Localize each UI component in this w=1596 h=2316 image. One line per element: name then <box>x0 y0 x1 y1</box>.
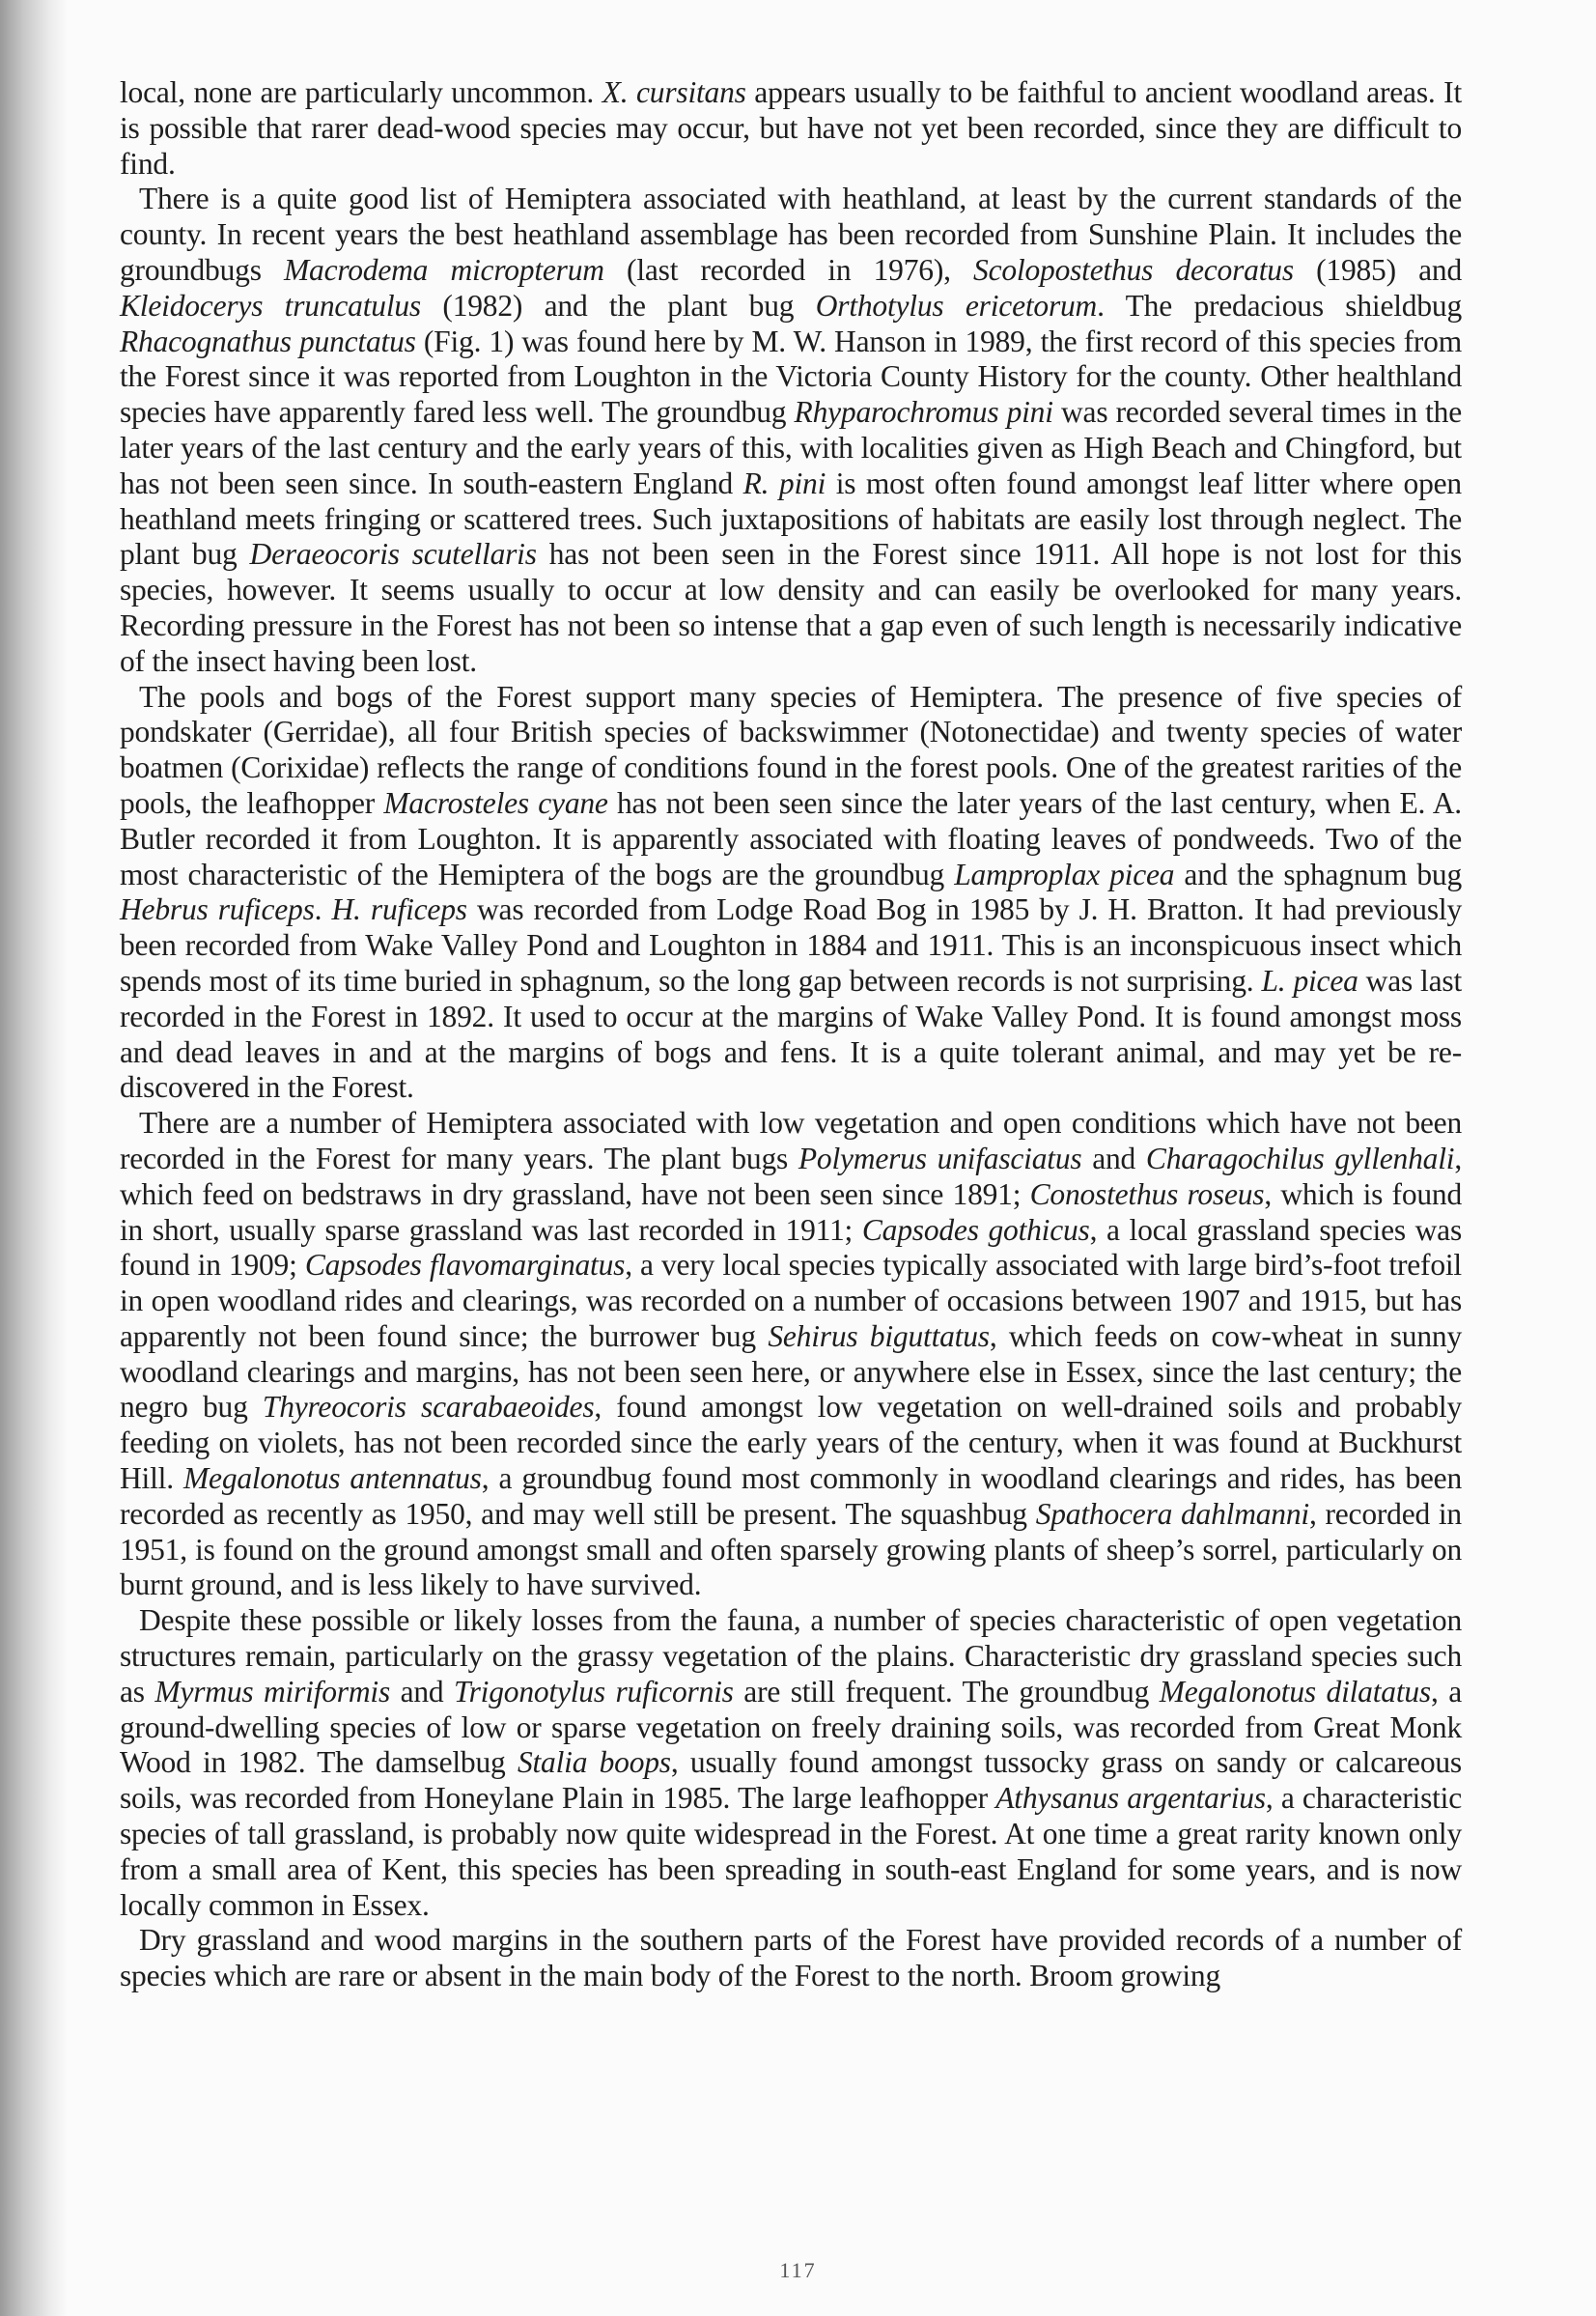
italic-species-name: Charagochilus gyllenhali <box>1145 1141 1455 1175</box>
text-run: . <box>314 892 332 927</box>
text-run: , a local grassland species was found in 1909; <box>120 1212 1463 1283</box>
paragraph <box>120 680 1462 1107</box>
text-run: are still frequent. The groundbug <box>733 1674 1160 1709</box>
text-run: There is a quite good list of Hemiptera associated with heathland, at least by the current standards of the county. In recent years the best heathland assemblage has been recorded from Sunshine Plain. It includes the groundbugs <box>120 182 1462 287</box>
italic-species-name: H. ruficeps <box>331 892 467 927</box>
italic-species-name: Spathocera dahlmanni <box>1035 1496 1309 1531</box>
italic-species-name: Capsodes gothicus <box>861 1212 1090 1247</box>
italic-species-name: Hebrus ruficeps <box>120 892 315 927</box>
text-run: is most often found amongst leaf litter where open heathland meets fringing or scattered trees. Such juxtapositions of habitats are easily lost through neglect. The plant bug <box>120 466 1462 572</box>
italic-species-name: Capsodes flavomarginatus <box>304 1248 626 1283</box>
text-run: (1982) and the plant bug <box>420 288 816 323</box>
text-run: Dry grassland and wood margins in the southern parts of the Forest have provided records of a number of species which are rare or absent in the main body of the Forest to the north. Broom growing <box>120 1923 1462 1993</box>
italic-species-name: Sehirus biguttatus <box>768 1318 990 1353</box>
text-run: , a ground-dwelling species of low or sparse vegetation on freely draining soils, was recorded from Great Monk Wood in 1982. The damselbug <box>120 1674 1463 1780</box>
text-run: , a very local species typically associated with large bird’s-foot trefoil in open woodland rides and clearings, was recorded on a number of occasions between 1907 and 1915, but has apparently not been found since; the burrower bug <box>120 1248 1462 1353</box>
text-run: , which feed on bedstraws in dry grassland, have not been seen since 1891; <box>120 1141 1462 1211</box>
text-run: (1985) and <box>1293 252 1462 287</box>
text-run: , which feeds on cow-wheat in sunny woodland clearings and margins, has not been seen here, or anywhere else in Essex, since the last century; the negro bug <box>120 1318 1462 1425</box>
text-run: , recorded in 1951, is found on the ground amongst small and often sparsely growing plants of sheep’s sorrel, particularly on burnt ground, and is less likely to have survived. <box>120 1496 1462 1602</box>
italic-species-name: Lamproplax picea <box>954 857 1175 891</box>
text-run: , found amongst low vegetation on well-drained soils and probably feeding on violets, has not been recorded since the early years of the century, when it was found at Buckhurst Hill. <box>120 1390 1462 1496</box>
text-run: , a characteristic species of tall grassland, is probably now quite widespread in the Forest. At one time a great rarity known only from a small area of Kent, this species has been spreading in south-east England for some years, and is now locally common in Essex. <box>120 1781 1463 1922</box>
text-run: (Fig. 1) was found here by M. W. Hanson in 1989, the first record of this species from the Forest since it was reported from Loughton in the Victoria County History for the county. Other healthland species have apparently fared less well. The groundbug <box>120 324 1462 430</box>
text-run: and <box>390 1674 455 1709</box>
paragraph <box>120 1923 1462 1994</box>
italic-species-name: Megalonotus dilatatus <box>1159 1674 1431 1709</box>
paragraph <box>120 1106 1462 1603</box>
binding-shadow <box>0 0 68 2316</box>
text-run: local, none are particularly uncommon. <box>120 75 602 109</box>
italic-species-name: Athysanus argentarius <box>995 1781 1266 1816</box>
text-run: The pools and bogs of the Forest support many species of Hemiptera. The presence of five species of pondskater (Gerridae), all four British species of backswimmer (Notonectidae) and twenty species of water boatmen (Corixidae) reflects the range of conditions found in the forest pools. One of the greatest rarities of the pools, the leafhopper <box>120 679 1462 820</box>
paragraph <box>120 1603 1462 1923</box>
italic-species-name: Deraeocoris scutellaris <box>249 537 537 572</box>
paragraph <box>120 75 1462 182</box>
text-run: . The predacious shieldbug <box>1097 288 1462 323</box>
text-run: has not been seen in the Forest since 1911. All hope is not lost for this species, however. It seems usually to occur at low density and can easily be overlooked for many years. Recording pressure in the Forest has not been so intense that a gap even of such length is necessarily indicative of the insect having been lost. <box>120 537 1462 678</box>
italic-species-name: Conostethus roseus <box>1029 1176 1265 1211</box>
text-run: , usually found amongst tussocky grass on sandy or calcareous soils, was recorded from Honeylane Plain in 1985. The large leafhopper <box>120 1745 1462 1816</box>
text-run: was recorded several times in the later years of the last century and the early years of this, with localities given as High Beach and Chingford, but has not been seen since. In south-eastern England <box>120 395 1462 500</box>
italic-species-name: Kleidocerys truncatulus <box>120 288 421 323</box>
page-number: 117 <box>779 2258 817 2282</box>
italic-species-name: Megalonotus antennatus <box>183 1461 482 1496</box>
italic-species-name: R. pini <box>742 466 826 500</box>
text-run: and the sphagnum bug <box>1174 857 1462 891</box>
text-run: , which is found in short, usually sparse grassland was last recorded in 1911; <box>120 1176 1463 1247</box>
italic-species-name: Scolopostethus decoratus <box>973 252 1294 287</box>
text-run: has not been seen since the later years of the last century, when E. A. Butler recorded it from Loughton. It is apparently associated with floating leaves of pondweeds. Two of the most characteristic of the Hemiptera of the bogs are the groundbug <box>120 785 1462 891</box>
text-run: There are a number of Hemiptera associated with low vegetation and open conditions which have not been recorded in the Forest for many years. The plant bugs <box>120 1106 1462 1175</box>
italic-species-name: Polymerus unifasciatus <box>798 1141 1082 1175</box>
text-run: Despite these possible or likely losses from the fauna, a number of species characteristic of open vegetation structures remain, particularly on the grassy vegetation of the plains. Characteristic dry grassland species such as <box>120 1603 1462 1709</box>
page-body <box>120 75 1462 1994</box>
italic-species-name: X. cursitans <box>602 75 746 109</box>
italic-species-name: Thyreocoris scarabaeoides <box>262 1390 595 1425</box>
italic-species-name: L. picea <box>1261 963 1358 998</box>
italic-species-name: Macrodema micropterum <box>283 252 604 287</box>
text-run: (last recorded in 1976), <box>603 252 974 287</box>
text-run: was last recorded in the Forest in 1892. It used to occur at the margins of Wake Valley Pond. It is found amongst moss and dead leaves in and at the margins of bogs and fens. It is a quite tolerant animal, and may yet be re-discovered in the Forest. <box>120 963 1462 1105</box>
italic-species-name: Rhacognathus punctatus <box>120 324 416 358</box>
text-run: appears usually to be faithful to ancient woodland areas. It is possible that rarer dead-wood species may occur, but have not yet been recorded, since they are difficult to find. <box>120 75 1462 181</box>
text-run: and <box>1081 1141 1146 1175</box>
text-run: , a groundbug found most commonly in woodland clearings and rides, has been recorded as recently as 1950, and may well still be present. The squashbug <box>120 1461 1462 1531</box>
italic-species-name: Trigonotylus ruficornis <box>454 1674 734 1709</box>
paragraph <box>120 182 1462 679</box>
italic-species-name: Stalia boops <box>517 1745 671 1780</box>
text-run: was recorded from Lodge Road Bog in 1985 by J. H. Bratton. It had previously been recorded from Wake Valley Pond and Loughton in 1884 and 1911. This is an inconspicuous insect which spends most of its time buried in sphagnum, so the long gap between records is not surprising. <box>120 892 1463 998</box>
italic-species-name: Rhyparochromus pini <box>794 395 1053 430</box>
italic-species-name: Myrmus miriformis <box>154 1674 391 1709</box>
italic-species-name: Macrosteles cyane <box>383 785 608 820</box>
italic-species-name: Orthotylus ericetorum <box>815 288 1098 323</box>
